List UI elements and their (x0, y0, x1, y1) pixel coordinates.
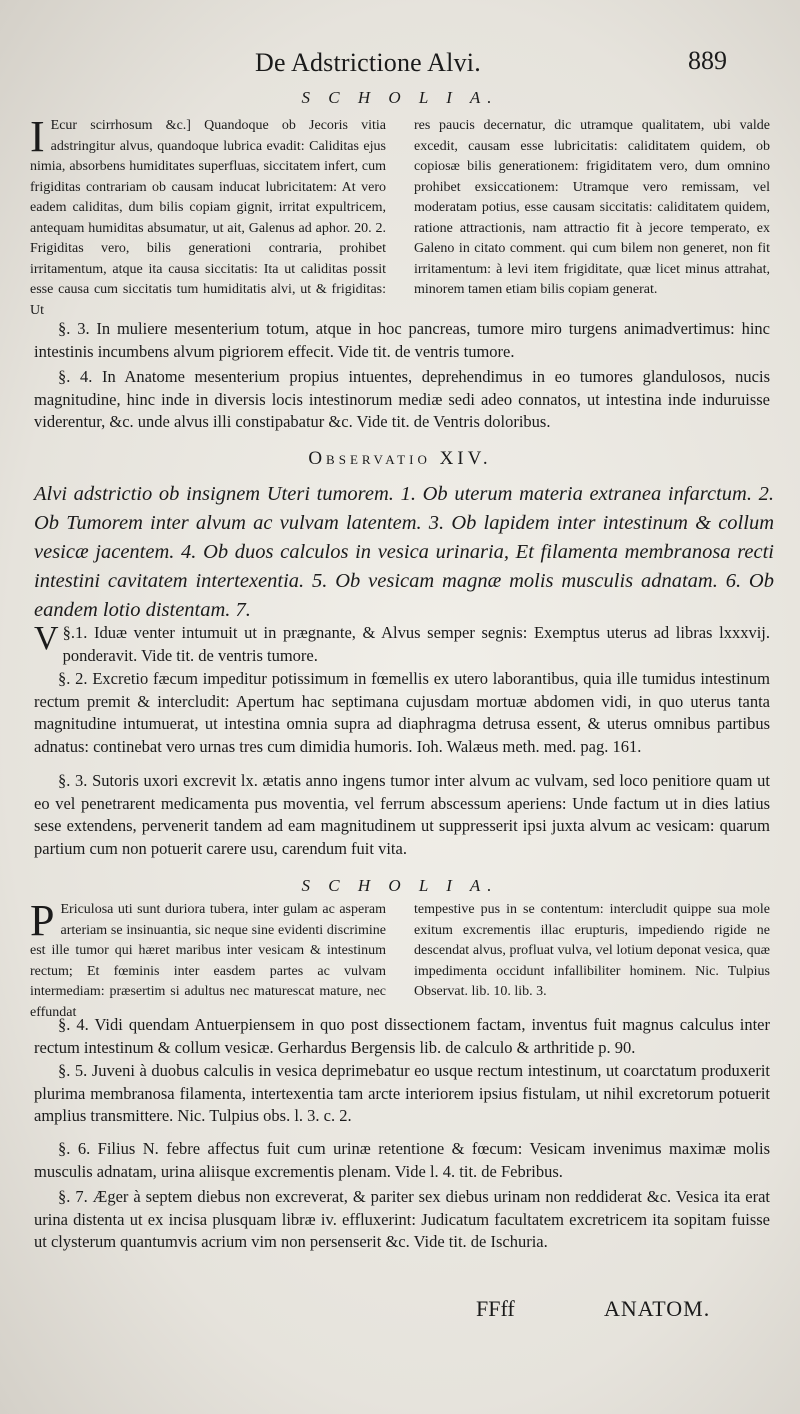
page-header (0, 44, 800, 84)
scholia-1-left-text: Ecur scirrhosum &c.] Quandoque ob Jecoris vitia adstringitur alvus, quandoque lubrica evadit: Caliditas ejus nimia, absorbens humiditates superfluas, siccitatem infert, cum frigiditas contrariam ob causam inducat lubricitatem: At vero eadem caliditas, dum bilis copiam gignit, irritat expultricem, antequam humiditas absumatur, ut ait, Galenus ad aphor. 20. 2. Frigiditas vero, bilis generationi contraria, prohibet irritamentum, atque ita causa siccitatis: Ita ut caliditas possit esse causa cum siccitatis tum humiditatis alvi, ut & frigiditas: Ut (30, 118, 386, 318)
scholia-2-left-text: Ericulosa uti sunt duriora tubera, inter gulam ac asperam arteriam se insinuantia, sic neque sine evidenti discrimine est ille tumor qui hæret maribus inter vesicam & intestinum rectum; Et fœminis inter easdem partes ac vulvam intermediam: præsertim si adultus nec maturescat mature, nec effundat (30, 902, 386, 1020)
paragraph-s6-filius: §. 6. Filius N. febre affectus fuit cum urinæ retentione & fœcum: Vesicam invenimus maximæ molis musculis adnatam, urina aliisque excrementis plenam. Vide l. 4. tit. de Febribus. (34, 1139, 770, 1181)
scholia-2-right-column (414, 900, 770, 1024)
page-number: 889 (688, 46, 727, 75)
running-head: De Adstrictione Alvi. (255, 48, 481, 77)
paragraph-number: §.1. (62, 623, 88, 642)
observation-summary: Alvi adstrictio ob insignem Uteri tumorem. 1. Ob uterum materia extranea infarctum. 2. Ob Tumorem inter alvum ac vulvam latentem. 3. Ob lapidem inter intestinum & collum vesicæ jacentem. 4. Ob duos calculos in vesica urinaria, Et filamenta membranosa recti intestini cavitatem intertexentia. 5. Ob vesicam magnæ molis musculis adnatam. 6. Ob eandem lotio distentam. 7. (34, 483, 774, 621)
paragraph-s3-mesentery: §. 3. In muliere mesenterium totum, atque in hoc pancreas, tumore miro turgens animadvertimus: hinc intestinis incumbens alvum pigriorem effecit. Vide tit. de ventris tumore. (34, 319, 770, 361)
drop-cap: V (34, 620, 59, 657)
drop-cap: P (30, 896, 55, 945)
scholia-1-right-column (414, 116, 770, 312)
scholia-2-left-column (30, 896, 386, 1024)
scholia-2-columns (30, 896, 770, 1024)
signature-mark: FFff (476, 1296, 515, 1321)
paragraph-s4-anatome: §. 4. In Anatome mesenterium propius intuentes, deprehendimus in eo tumores glandulosos, nucis magnitudine, hinc inde in diversis locis intestinorum mediæ sedi adeo connatos, ut intestina inde induruisse viderentur, &c. unde alvus illi constipabatur &c. Vide tit. de Ventris doloribus. (34, 367, 770, 431)
observation-title: Observatio XIV. (308, 448, 492, 469)
paragraph-s3-sutoris: §. 3. Sutoris uxori excrevit lx. ætatis anno ingens tumor inter alvum ac vulvam, sed loco penitiore quam ut eo vel penetrarent medicamenta pus moventia, vel ferrum abscessum aperiens: Unde factum ut in dies latius sese extendens, pervenerit tandem ad eam magnitudinem ut suppresserit ipsi juxta alvum ac vesicam: quarum partium cum non potuerit carere usu, carendum fuit vita. (34, 771, 770, 858)
drop-cap: I (30, 112, 45, 161)
paragraph-s7-aeger: §. 7. Æger à septem diebus non excreverat, & pariter sex diebus urinam non reddiderat &c. Vesica ita erat urina distenta ut ex incisa plusquam libræ iv. effluxerint: Judicatum facultatem excretricem ita sopitam fuisse ut clysterum quantumvis acrium vim non persenserit &c. Vide tit. de Ischuria. (34, 1187, 770, 1251)
scholia-1-left-column (30, 112, 386, 318)
paragraph-s4-calculus: §. 4. Vidi quendam Antuerpiensem in quo post dissectionem factam, inventus fuit magnus calculus inter rectum intestinum & collum vesicæ. Gerhardus Bergensis lib. de calculo & arthritide p. 90. (34, 1015, 770, 1057)
paragraph-s1-text: Iduæ venter intumuit ut in prægnante, & Alvus semper segnis: Exemptus uterus ad libras lxxxvij. ponderavit. Vide tit. de ventris tumore. (62, 623, 770, 665)
paragraph-s2: §. 2. Excretio fæcum impeditur potissimum in fœmellis ex utero laborantibus, quia ille tumidus intestinum rectum premit & intercludit: Apertum hac septimana cujusdam mortuæ abdomen vidi, in quo uterus tanta magnitudine intumuerat, ut intestina omnia supra ad diaphragma detrusa essent, & uterus omnibus partibus adnatus: continebat vero urnas tres cum dimidia humoris. Ioh. Walæus meth. med. pag. 161. (34, 669, 770, 756)
scholia-1-right-text: res paucis decernatur, dic utramque qualitatem, ubi valde excedit, causam esse lubricitatis: caliditatem quidem, ob copiosæ bilis generationem: frigiditatem vero, dum omnino prohibet exsiccationem: Utramque vero remissam, vel moderatam potius, esse causam siccitatis: caliditatem quidem, ratione attractionis, nam attractio fit à jecore temperato, ex Galeno in citato comment. qui cum bilem non generet, non fit irritamentum: à levi item frigiditate, quæ licet minus attrahat, minorem tamen etiam bilis copiam generat. (414, 118, 770, 297)
paragraph-s5-juveni: §. 5. Juveni à duobus calculis in vesica deprimebatur eo usque rectum intestinum, ut coarctatum produxerit plurima membranosa filamenta, intertexentia tam arcte interiorem ipsius fistulam, ut nihil excretorum potuerit amplius transmittere. Nic. Tulpius obs. l. 3. c. 2. (34, 1061, 770, 1125)
scholia-heading: S C H O L I A. (301, 876, 499, 895)
scholia-heading: S C H O L I A. (301, 88, 499, 107)
scholia-2-right-text: tempestive pus in se contentum: intercludit quippe sua mole exitum excrementis illac erupturis, impediendo rigide ne descendat alvus, profluat vulva, vel lotium deponat vesica, quæ impedimenta occidunt infallibiliter hominem. Nic. Tulpius Observat. lib. 10. lib. 3. (414, 902, 770, 999)
scholia-1-columns (30, 112, 770, 318)
page-footer (0, 1296, 800, 1330)
catchword: ANATOM. (604, 1296, 711, 1321)
paragraph-s1 (34, 622, 770, 667)
